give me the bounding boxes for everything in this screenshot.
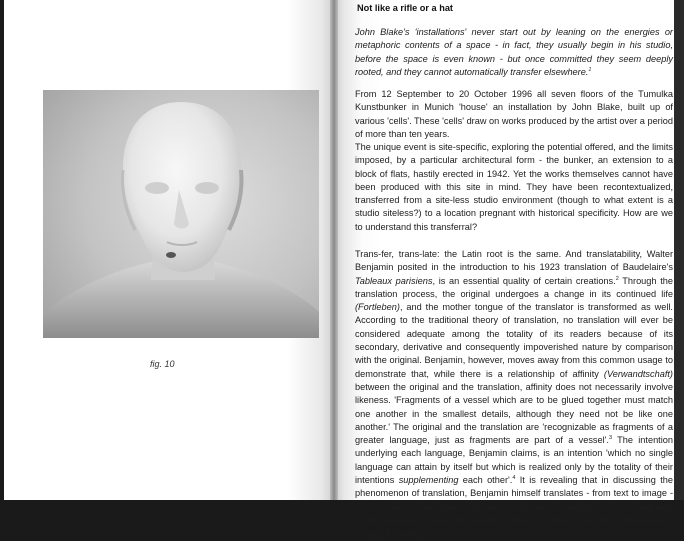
paragraph-2 — [355, 141, 673, 234]
footnote-marker: 2 — [615, 275, 619, 282]
bust-photograph — [43, 90, 319, 338]
bust-sculpture-image — [43, 90, 319, 338]
footnote-marker: 1 — [588, 66, 592, 73]
paragraph-1 — [355, 88, 673, 141]
epigraph-text: John Blake's 'installations' never start out by leaning on the energies or metaphoric contents of a space - in fact, they usually begin in his studio, before the space is even known - but once committed they seem deeply rooted, and they cannot automatically transfer elsewhere. — [355, 27, 673, 77]
page-edge — [674, 0, 684, 500]
epigraph-block — [355, 26, 673, 79]
paragraph-3-text: Trans-fer, trans-late: the Latin root is the same. And translatability, Walter Benjamin posited in the introduction to his 1923 translation of Baudelaire's Tableaux parisiens, is an essential quality of certain creations.$^2$ Through the translation process, the original undergoes a change in its continued life (Fortleben), and the mother tongue of the translator is transformed as well. According to the traditional theory of translation, no translation will ever be considered adequate among the totality of its readers because of its secondary, derivative and consequently impoverished nature by comparison with the original. Benjamin, however, moves away from this common usage to demonstrate that, while there is a relationship of affinity (Verwandtschaft) between the original and the translation, affinity does not necessarily involve likeness. 'Fragments of a vessel which are to be glued together must match one another in the smallest details, although they need not be like one another.' The original and the translation are 'recognizable as fragments of a greater language, just as fragments are part of a vessel'.$^3$ The intention underlying each language, Benjamin claims, is an intention 'which no single language can attain by itself but which is realized only by the totality of their intentions supplementing each other'.$^4$ It is revealing that in discussing the phenomenon of translation, Benjamin himself translates - from text to image - by resorting to the figure of the vessel. His act of translation - from language to art - re-enacts the act of translation that he is describing (in Wittgensteinian usage, it shows). — [355, 249, 673, 539]
paragraph-1-text: From 12 September to 20 October 1996 all seven floors of the Tumulka Kunstbunker in Munich 'house' an installation by John Blake, built up of various 'cells'. These 'cells' draw on works produced by the artist over a period of more than ten years. — [355, 89, 673, 139]
book-gutter — [330, 0, 338, 500]
footnote-marker: 3 — [608, 435, 613, 442]
paragraph-2-text: The unique event is site-specific, exploring the potential offered, and the limits imposed, by a particular architectural form - the bunker, an extension to a block of flats, hastily erected in 1942. Yet the works themselves cannot have been produced with this site in mind. They have been recontextualized, transferred from a site-less studio environment (though to what extent is a studio siteless?) to a location pregnant with historical specificity. How are we to understand this transferral? — [355, 142, 673, 232]
paragraph-3 — [355, 248, 673, 541]
chapter-title: Not like a rifle or a hat — [357, 3, 453, 13]
footnote-marker: 4 — [512, 474, 516, 481]
figure-caption: fig. 10 — [150, 359, 175, 369]
